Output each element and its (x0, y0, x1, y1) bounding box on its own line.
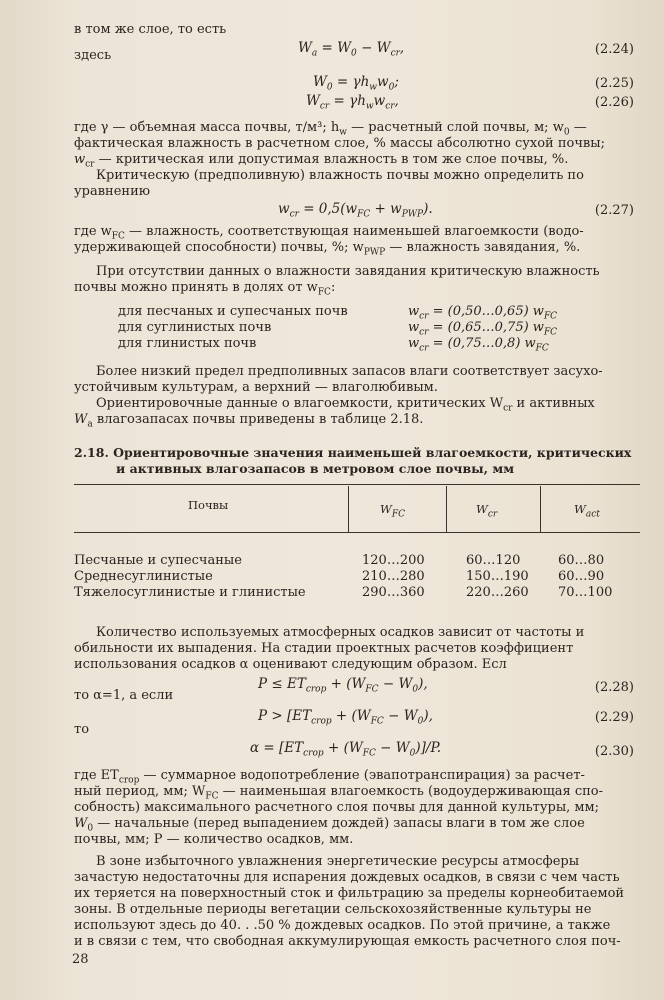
table-divider (540, 486, 541, 532)
table-cell: 60…90 (558, 569, 605, 584)
table-caption: и активных влагозапасов в метровом слое почвы, мм (116, 461, 515, 476)
text-line: удерживающей способности) почвы, %; $w_{PWP}$ — влажность завядания, %. (74, 240, 581, 258)
text-line: При отсутствии данных о влажности завядания критическую влажность (96, 264, 600, 279)
text-line: почвы, мм; P — количество осадков, мм. (74, 832, 354, 847)
table-header-wact: $W_{act}$ (574, 502, 600, 520)
table-divider (348, 486, 349, 532)
table-rule-top (74, 484, 640, 485)
equation-number: (2.29) (594, 710, 634, 725)
text-line: Количество используемых атмосферных осадков зависит от частоты и (96, 625, 585, 640)
table-cell-soil: Тяжелосуглинистые и глинистые (74, 585, 306, 600)
equation-2-24: $W_a = W_0 - W_{cr}$, (298, 40, 405, 59)
text-line: Более низкий предел предполивных запасов влаги соответствует засухо- (96, 364, 603, 379)
text-line: использования осадков α оценивают следующим образом. Есл (74, 657, 507, 672)
equation-number: (2.25) (594, 76, 634, 91)
table-header-soil: Почвы (188, 498, 229, 512)
equation-2-27: $w_{cr} = 0,5(w_{FC} + w_{PWP})$. (278, 201, 433, 220)
equation-2-25: $W_0 = \gamma h_ww_0$; (313, 74, 399, 93)
range-value: $w_{cr}$ = (0,50…0,65) $w_{FC}$ (408, 304, 558, 322)
page-number: 28 (72, 952, 89, 967)
table-cell: 220…260 (466, 585, 529, 600)
text-line: $W_a$ влагозапасах почвы приведены в таблице 2.18. (74, 412, 424, 430)
range-label: для суглинистых почв (118, 320, 272, 335)
text-line: ный период, мм; $W_{FC}$ — наименьшая влагоемкость (водоудерживающая спо- (74, 784, 604, 802)
equation-number: (2.27) (594, 203, 634, 218)
text-line: $w_{cr}$ — критическая или допустимая влажность в том же слое почвы, %. (74, 152, 569, 170)
table-cell: 70…100 (558, 585, 613, 600)
table-divider (446, 486, 447, 532)
table-caption: 2.18. Ориентировочные значения наименьшей влагоемкости, критических (74, 445, 632, 460)
text-line: то α=1, а если (74, 688, 174, 703)
equation-number: (2.30) (594, 744, 634, 759)
table-cell-soil: Среднесуглинистые (74, 569, 213, 584)
table-cell: 210…280 (362, 569, 425, 584)
table-cell: 60…80 (558, 553, 605, 568)
text-line: собность) максимального расчетного слоя почвы для данной культуры, мм; (74, 800, 600, 815)
equation-2-30: $\alpha = [ET_{crop} + (W_{FC} - W_0)]/P$. (250, 740, 442, 759)
table-cell: 60…120 (466, 553, 521, 568)
text-line: в том же слое, то есть (74, 22, 227, 37)
text-line: здесь (74, 48, 112, 63)
equation-number: (2.26) (594, 95, 634, 110)
table-rule-header (74, 532, 640, 533)
text-line: то (74, 722, 90, 737)
range-label: для глинистых почв (118, 336, 257, 351)
text-line: Критическую (предполивную) влажность почвы можно определить по (96, 168, 584, 183)
text-line: их теряется на поверхностный сток и фильтрацию за пределы корнеобитаемой (74, 886, 625, 901)
table-cell: 290…360 (362, 585, 425, 600)
text-line: почвы можно принять в долях от $w_{FC}$: (74, 280, 336, 298)
text-line: уравнению (74, 184, 151, 199)
text-line: где $ET_{crop}$ — суммарное водопотребление (эвапотранспирация) за расчет- (74, 768, 585, 786)
range-label: для песчаных и супесчаных почв (118, 304, 348, 319)
text-line: используют здесь до 40. . .50 % дождевых осадков. По этой причине, а также (74, 918, 611, 933)
table-cell: 120…200 (362, 553, 425, 568)
text-line: $W_0$ — начальные (перед выпадением дождей) запасы влаги в том же слое (74, 816, 585, 834)
text-line: где $w_{FC}$ — влажность, соответствующая наименьшей влагоемкости (водо- (74, 224, 584, 242)
text-line: обильности их выпадения. На стадии проектных расчетов коэффициент (74, 641, 574, 656)
table-cell-soil: Песчаные и супесчаные (74, 553, 242, 568)
equation-2-26: $W_{cr} = \gamma h_ww_{cr}$, (306, 93, 399, 112)
text-line: В зоне избыточного увлажнения энергетические ресурсы атмосферы (96, 854, 580, 869)
equation-number: (2.28) (594, 680, 634, 695)
table-cell: 150…190 (466, 569, 529, 584)
text-line: устойчивым культурам, а верхний — влаголюбивым. (74, 380, 438, 395)
text-line: Ориентировочные данные о влагоемкости, критических $W_{cr}$ и активных (96, 396, 595, 414)
equation-2-29: $P > [ET_{crop} + (W_{FC} - W_0)$, (258, 708, 433, 727)
range-value: $w_{cr}$ = (0,75…0,8) $w_{FC}$ (408, 336, 549, 354)
equation-number: (2.24) (594, 42, 634, 57)
equation-2-28: $P \le ET_{crop} + (W_{FC} - W_0)$, (258, 676, 428, 695)
text-line: фактическая влажность в расчетном слое, % массы абсолютно сухой почвы; (74, 136, 605, 151)
range-value: $w_{cr}$ = (0,65…0,75) $w_{FC}$ (408, 320, 558, 338)
table-header-wfc: $W_{FC}$ (380, 502, 405, 520)
text-line: зоны. В отдельные периоды вегетации сельскохозяйственные культуры не (74, 902, 592, 917)
text-line: и в связи с тем, что свободная аккумулирующая емкость расчетного слоя поч- (74, 934, 621, 949)
text-line: где γ — объемная масса почвы, т/м³; $h_w$ — расчетный слой почвы, м; $w_0$ — (74, 120, 587, 138)
table-header-wcr: $W_{cr}$ (476, 502, 498, 520)
text-line: зачастую недостаточны для испарения дождевых осадков, в связи с чем часть (74, 870, 620, 885)
